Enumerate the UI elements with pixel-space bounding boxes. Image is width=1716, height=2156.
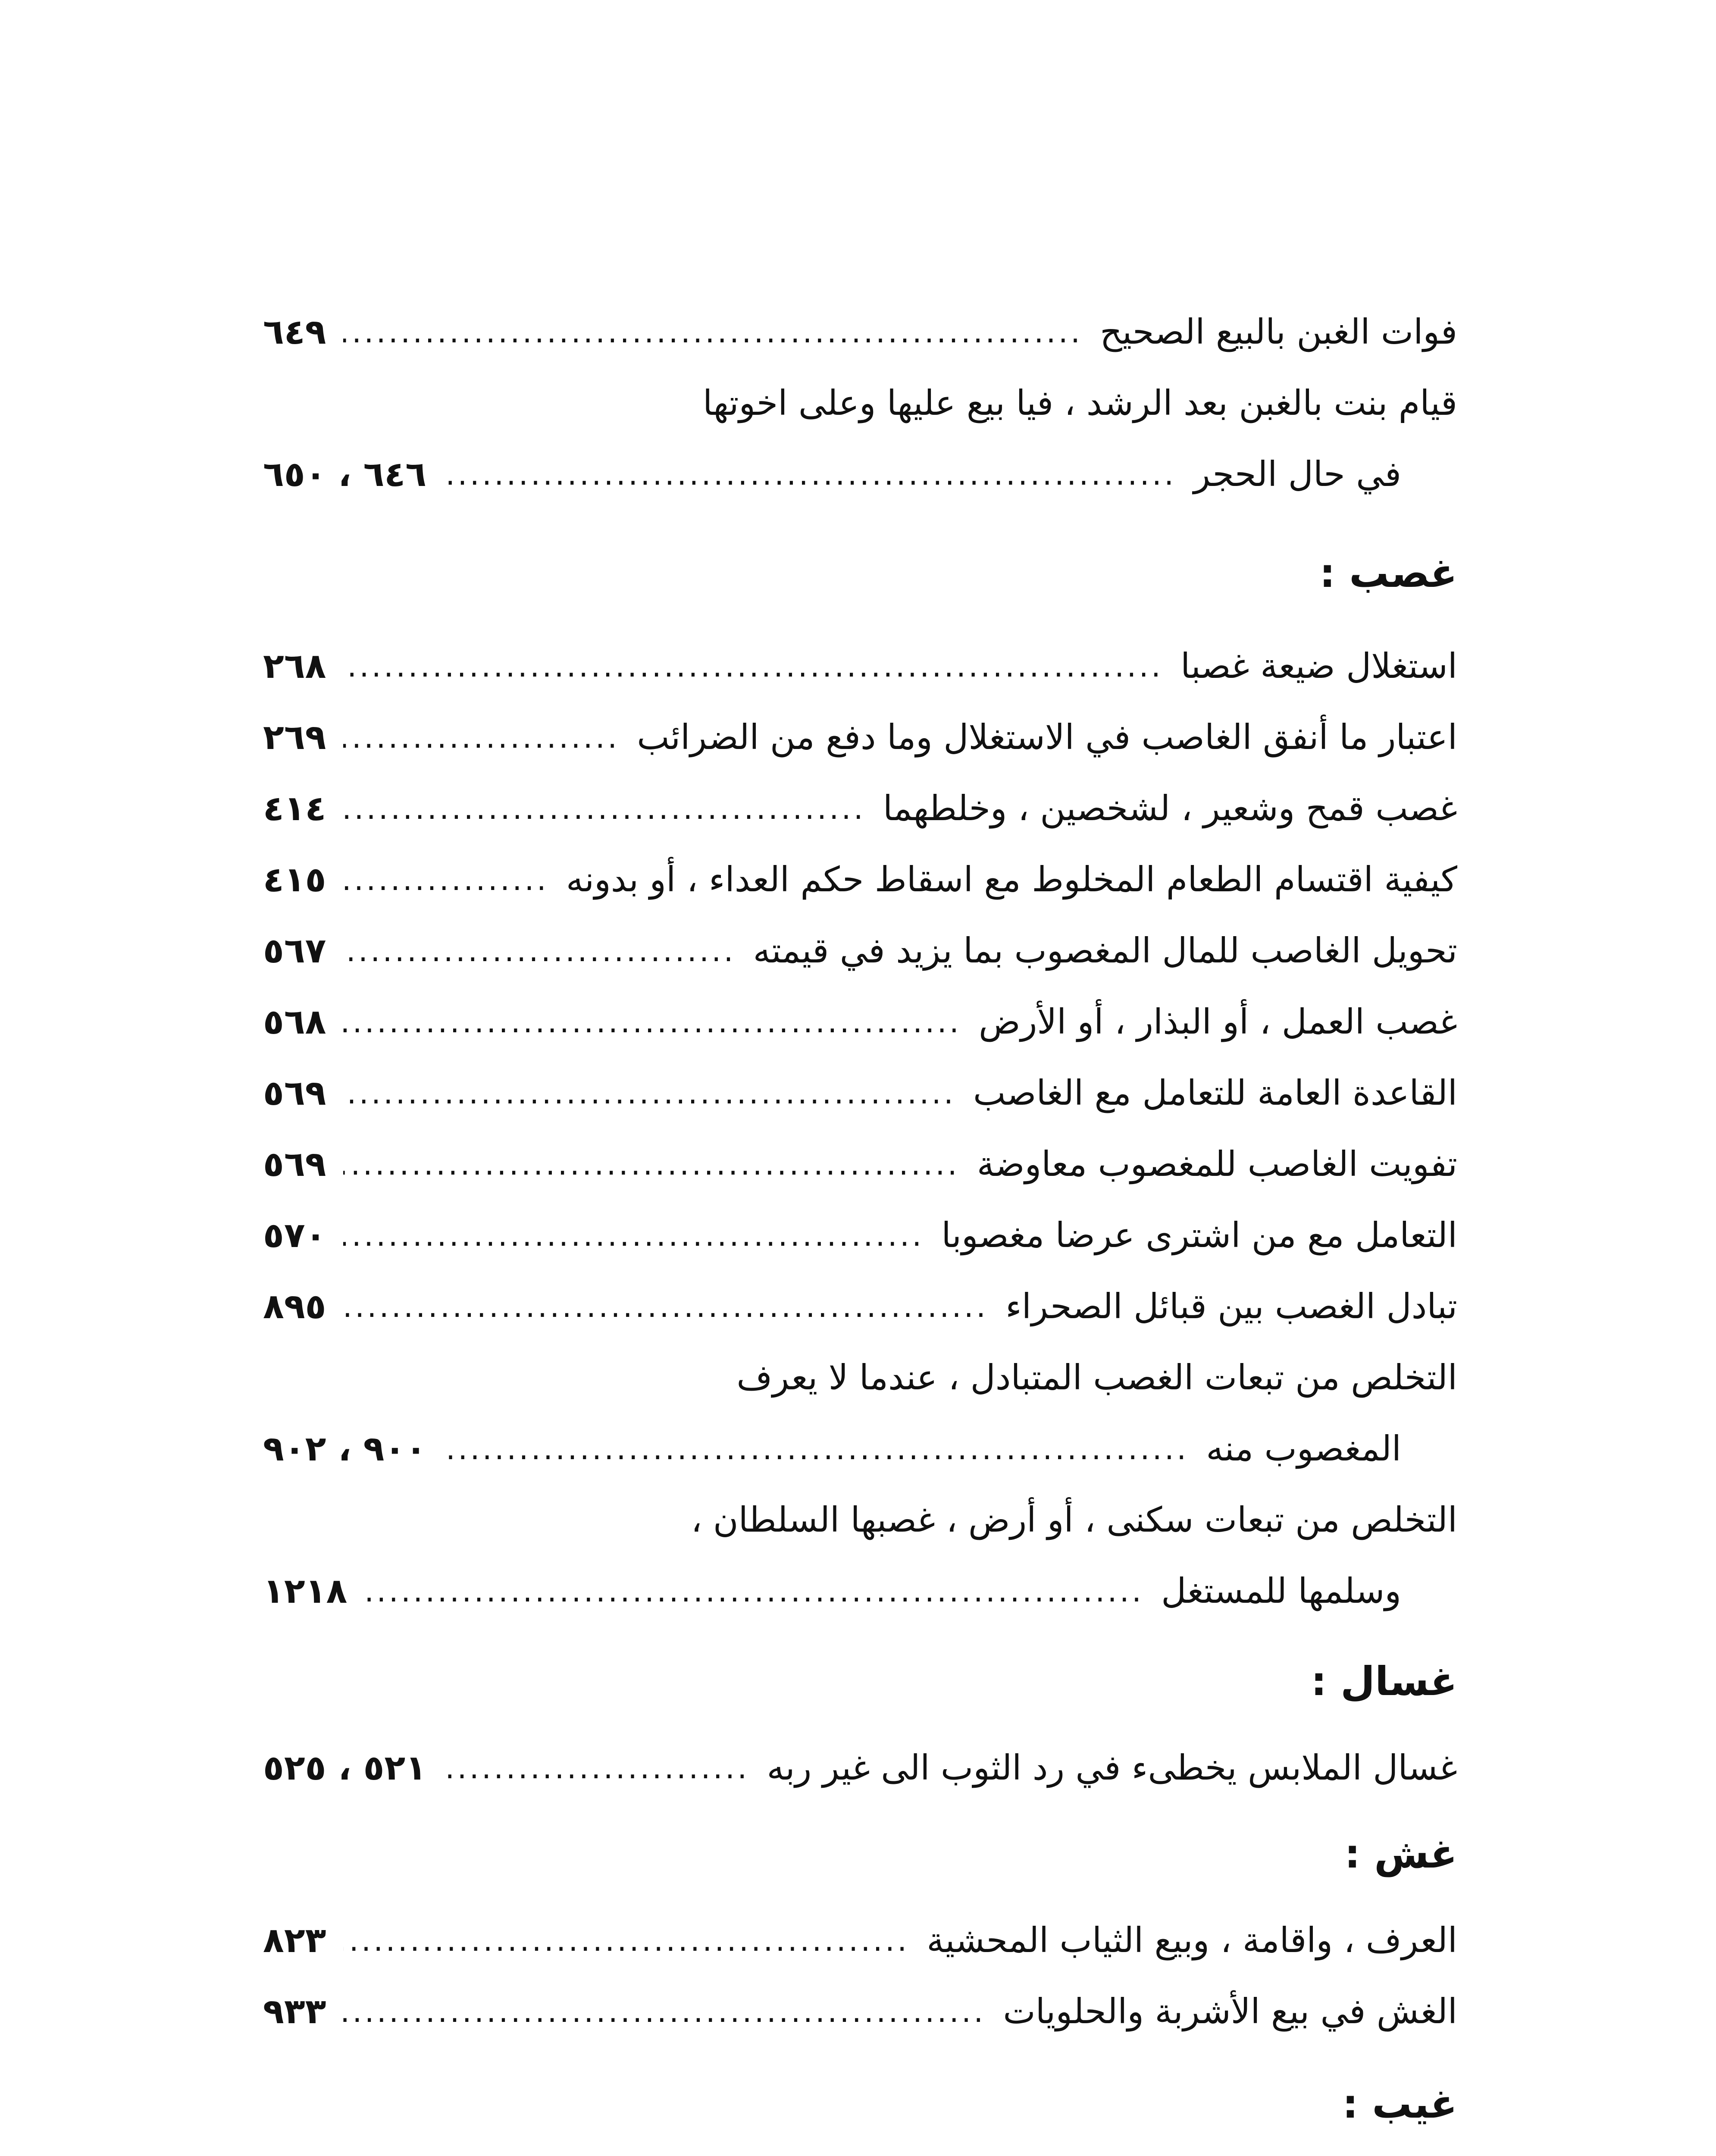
- entry-text: تبادل الغصب بين قبائل الصحراء: [1005, 1286, 1457, 1326]
- index-entry: [263, 1906, 1457, 1975]
- entry-page-ref: ٢٦٩: [263, 717, 326, 757]
- index-entry: [263, 1343, 1457, 1412]
- entry-text: استغلال ضيعة غصبا: [1181, 646, 1457, 686]
- entry-page-ref: ٩٣٣: [263, 1991, 326, 2031]
- index-entry: [263, 987, 1457, 1056]
- leader-dots: [343, 703, 620, 772]
- leader-dots: [343, 845, 548, 914]
- leader-dots: [343, 1977, 986, 2046]
- index-entry: [263, 1557, 1457, 1626]
- entry-page-ref: ٩٠٠ ، ٩٠٢: [263, 1429, 427, 1469]
- index-entry: [263, 1059, 1457, 1128]
- leader-dots: [343, 1201, 924, 1270]
- leader-dots: [444, 1733, 749, 1802]
- entry-text: التخلص من تبعات الغصب المتبادل ، عندما لا يعرف: [736, 1357, 1457, 1398]
- entry-text: قيام بنت بالغبن بعد الرشد ، فيا بيع عليها وعلى اخوتها: [702, 383, 1457, 423]
- entry-text: التخلص من تبعات سكنى ، أو أرض ، غصبها السلطان ،: [691, 1500, 1457, 1540]
- entry-text: كيفية اقتسام الطعام المخلوط مع اسقاط حكم العداء ، أو بدونه: [566, 859, 1457, 899]
- index-entry: [263, 774, 1457, 843]
- leader-dots: [343, 1906, 909, 1975]
- entry-page-ref: ٢٦٨: [263, 646, 326, 686]
- entry-page-ref: ١٢١٨: [263, 1571, 348, 1611]
- entry-page-ref: ٥٢١ ، ٥٢٥: [263, 1748, 427, 1788]
- entry-page-ref: ٤١٥: [263, 859, 326, 899]
- leader-dots: [343, 632, 1163, 701]
- index-entry: [263, 1201, 1457, 1270]
- entry-page-ref: ٥٦٩: [263, 1144, 326, 1184]
- entry-text: القاعدة العامة للتعامل مع الغاصب: [973, 1073, 1457, 1113]
- section-heading: غش :: [1344, 1831, 1457, 1877]
- entry-text: التعامل مع من اشترى عرضا مغصوبا: [941, 1215, 1457, 1255]
- index-entry: [263, 916, 1457, 985]
- entry-text: غسال الملابس يخطىء في رد الثوب الى غير ربه: [767, 1748, 1457, 1788]
- leader-dots: [343, 298, 1083, 367]
- index-entry: [263, 1977, 1457, 2046]
- index-entry: [263, 298, 1457, 367]
- index-entry: [263, 845, 1457, 914]
- leader-dots: [343, 987, 961, 1056]
- leader-dots: [444, 440, 1176, 509]
- index-entry: [263, 1414, 1457, 1483]
- entry-text: المغصوب منه: [1206, 1429, 1401, 1469]
- index-entry: [263, 369, 1457, 438]
- entry-page-ref: ٥٧٠: [263, 1215, 326, 1255]
- entry-text: اعتبار ما أنفق الغاصب في الاستغلال وما دفع من الضرائب: [637, 717, 1457, 757]
- entry-page-ref: ٥٦٧: [263, 931, 326, 971]
- index-entry: [263, 440, 1457, 509]
- entry-text: تفويت الغاصب للمغصوب معاوضة: [977, 1144, 1457, 1184]
- entry-text: غصب قمح وشعير ، لشخصين ، وخلطهما: [883, 788, 1457, 828]
- section-heading: غسال :: [1311, 1658, 1457, 1705]
- entry-page-ref: ٦٤٩: [263, 312, 326, 352]
- entry-text: غصب العمل ، أو البذار ، أو الأرض: [979, 1002, 1457, 1042]
- index-entry: [263, 1130, 1457, 1199]
- leader-dots: [343, 1130, 959, 1199]
- leader-dots: [343, 1059, 956, 1128]
- section-heading: غيب :: [1342, 2081, 1457, 2127]
- index-entry: [263, 1485, 1457, 1554]
- entry-page-ref: ٨٩٥: [263, 1286, 326, 1326]
- entry-text: تحويل الغاصب للمال المغصوب بما يزيد في قيمته: [753, 931, 1457, 971]
- leader-dots: [444, 1414, 1189, 1483]
- leader-dots: [343, 916, 736, 985]
- entry-page-ref: ٨٢٣: [263, 1920, 326, 1960]
- entry-page-ref: ٤١٤: [263, 788, 326, 828]
- entry-page-ref: ٥٦٩: [263, 1073, 326, 1113]
- entry-text: وسلمها للمستغل: [1161, 1571, 1401, 1611]
- entry-text: العرف ، واقامة ، وبيع الثياب المحشية: [927, 1920, 1457, 1960]
- index-entry: [263, 1272, 1457, 1341]
- entry-page-ref: ٦٤٦ ، ٦٥٠: [263, 454, 427, 494]
- index-entry: [263, 703, 1457, 772]
- leader-dots: [343, 1272, 988, 1341]
- leader-dots: [364, 1557, 1144, 1626]
- leader-dots: [343, 774, 865, 843]
- entry-page-ref: ٥٦٨: [263, 1002, 326, 1042]
- entry-text: الغش في بيع الأشربة والحلويات: [1003, 1991, 1457, 2031]
- index-entry: [263, 1733, 1457, 1802]
- entry-text: في حال الحجر: [1193, 454, 1401, 494]
- entry-text: فوات الغبن بالبيع الصحيح: [1100, 312, 1457, 352]
- index-entry: [263, 632, 1457, 701]
- section-heading: غصب :: [1319, 550, 1457, 596]
